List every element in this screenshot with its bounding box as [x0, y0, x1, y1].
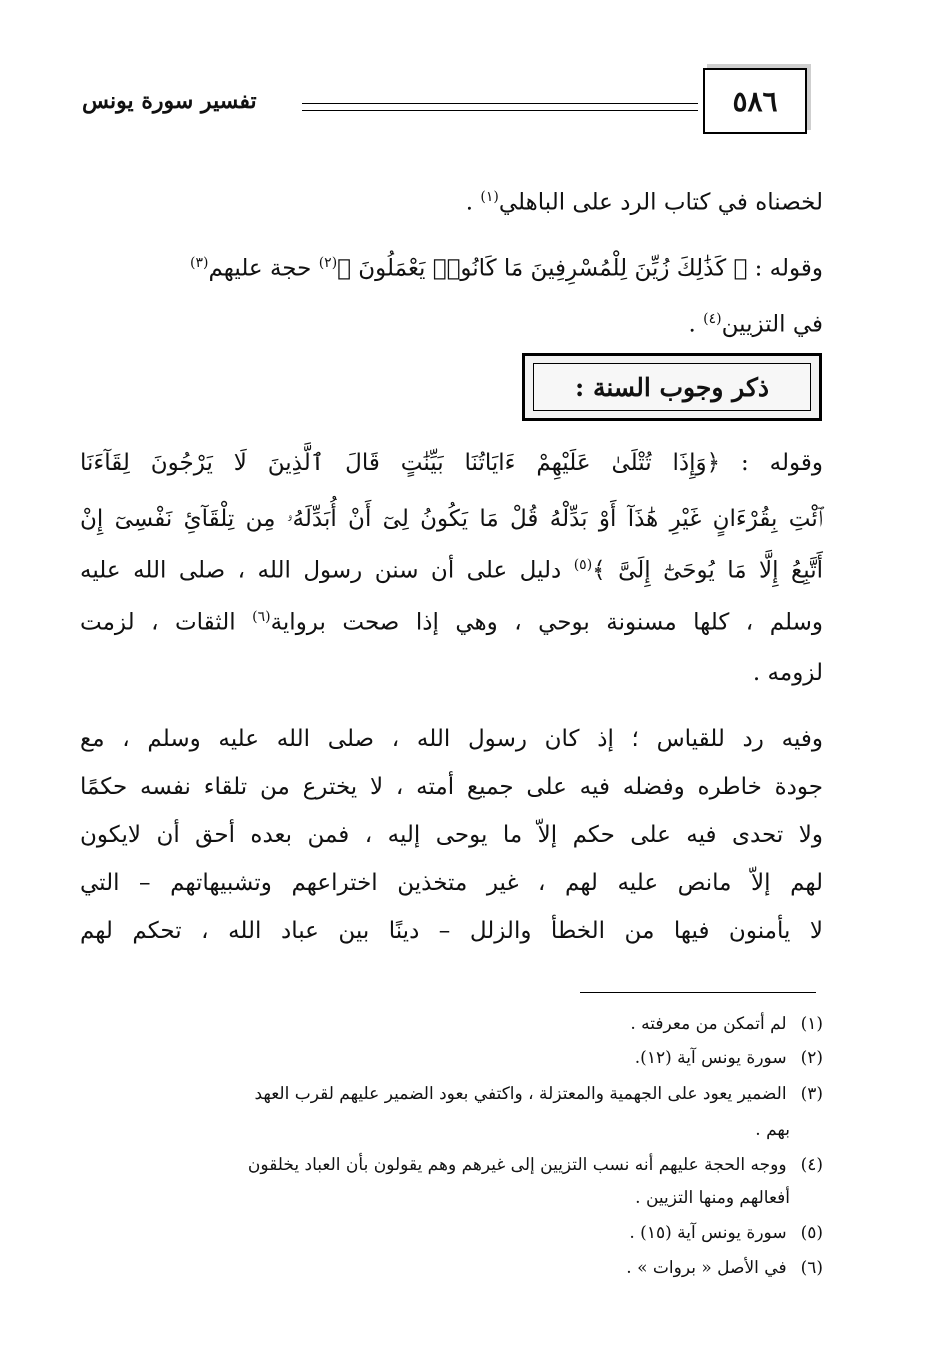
text-line-1 [466, 190, 823, 215]
footnote-continuation: بهم . [755, 1120, 790, 1140]
footnote-continuation: أفعالهم ومنها التزيين . [635, 1188, 790, 1208]
footnote [626, 1260, 823, 1277]
footnote-text: الضمير يعود على الجهمية والمعتزلة ، واكتفي بعود الضمير عليهم لقرب العهد [254, 1084, 787, 1104]
text: وقوله : [720, 450, 823, 476]
footnote-number: (٣) [800, 1084, 823, 1104]
text: في التزيين [721, 311, 823, 338]
footnote-text: ووجه الحجة عليهم أنه نسب التزيين إلى غيرهم وهم يقولون بأن العباد يخلقون [247, 1155, 787, 1175]
footnote-number: (٢) [800, 1048, 823, 1068]
footnote-ref: (١) [480, 189, 499, 205]
text: . [688, 311, 704, 338]
footnote-ref: (٣) [190, 255, 209, 271]
footnote-text: سورة يونس آية (١٥) . [629, 1223, 787, 1243]
text-line-12: لهم إلاّ مانص عليه لهم ، غير متخذين اختراعهم وتشبيهاتهم – التي [80, 870, 823, 896]
text: وقوله : [747, 255, 823, 282]
text: وسلم ، كلها مسنونة بوحي ، وهي إذا صحت برواية [270, 609, 823, 636]
text-line-8: لزومه . [752, 660, 823, 686]
footnote-text: لم أتمكن من معرفته . [630, 1014, 787, 1034]
footnote-number: (٦) [800, 1258, 823, 1278]
section-heading: ذكر وجوب السنة : [533, 363, 811, 411]
footnote [630, 1016, 823, 1033]
quran-verse: أَتَّبِعُ إِلَّا مَا يُوحَىٰٓ إِلَىَّ ﴾ [592, 557, 823, 584]
section-heading-box [522, 353, 822, 421]
text-line-2 [190, 256, 823, 281]
footnote [248, 1157, 823, 1174]
text-line-3 [689, 312, 823, 337]
text: . [465, 189, 481, 216]
text-line-7 [80, 610, 823, 635]
text: حجة عليهم [208, 255, 319, 282]
quran-verse: ٱئْتِ بِقُرْءَانٍ غَيْرِ هَٰذَآ أَوْ بَدِّلْهُ قُلْ مَا يَكُونُ لِىٓ أَنْ أُبَدِّلَهُۥ مِن تِلْقَآئِ نَفْسِىٓ إِنْ [80, 506, 823, 532]
footnote-ref: (٦) [252, 609, 271, 625]
page-number-box [703, 68, 807, 134]
footnote-rule [580, 992, 816, 993]
text-line-5 [80, 508, 823, 531]
page-number: ٥٨٦ [732, 84, 778, 118]
quran-verse: ﴿ كَذَٰلِكَ زُيِّنَ لِلْمُسْرِفِينَ مَا كَانُوا۟ يَعْمَلُونَ ﴾ [337, 255, 748, 282]
running-title: تفسير سورة يونس [82, 88, 257, 114]
footnote-number: (٤) [800, 1155, 823, 1175]
footnote-ref: (٢) [318, 255, 338, 271]
footnote [635, 1050, 823, 1067]
text: لخصناه في كتاب الرد على الباهلي [498, 189, 823, 216]
footnote-text: في الأصل « بروات » . [626, 1258, 787, 1278]
footnote-ref: (٥) [573, 557, 593, 573]
footnote-number: (١) [800, 1014, 823, 1034]
footnote-ref: (٤) [703, 311, 722, 327]
header-rule [302, 103, 698, 111]
text: الثقات ، لزمت [80, 609, 253, 636]
footnote [629, 1225, 823, 1242]
text-line-9: وفيه رد للقياس ؛ إذ كان رسول الله ، صلى الله عليه وسلم ، مع [80, 726, 823, 752]
footnote [254, 1086, 823, 1103]
text-line-6 [80, 558, 823, 583]
text-line-10: جودة خاطره وفضله فيه على جميع أمته ، لا يخترع من تلقاء نفسه حكمًا [80, 774, 823, 800]
quran-verse: ﴿وَإِذَا تُتْلَىٰ عَلَيْهِمْ ءَايَاتُنَا بَيِّنَٰتٍ قَالَ ٱلَّذِينَ لَا يَرْجُونَ لِقَآءَنَا [80, 450, 721, 476]
footnote-text: سورة يونس آية (١٢). [634, 1048, 787, 1068]
text-line-13: لا يأمنون فيها من الخطأ والزلل – دينًا بين عباد الله ، تحكم لهم [80, 918, 823, 944]
text-line-11: ولا تحدى فيه على حكم إلاّ ما يوحى إليه ، فمن بعده أحق أن لايكون [80, 822, 823, 848]
text: دليل على أن سنن رسول الله ، صلى الله عليه [80, 557, 574, 584]
text-line-4 [80, 452, 823, 475]
footnote-number: (٥) [800, 1223, 823, 1243]
